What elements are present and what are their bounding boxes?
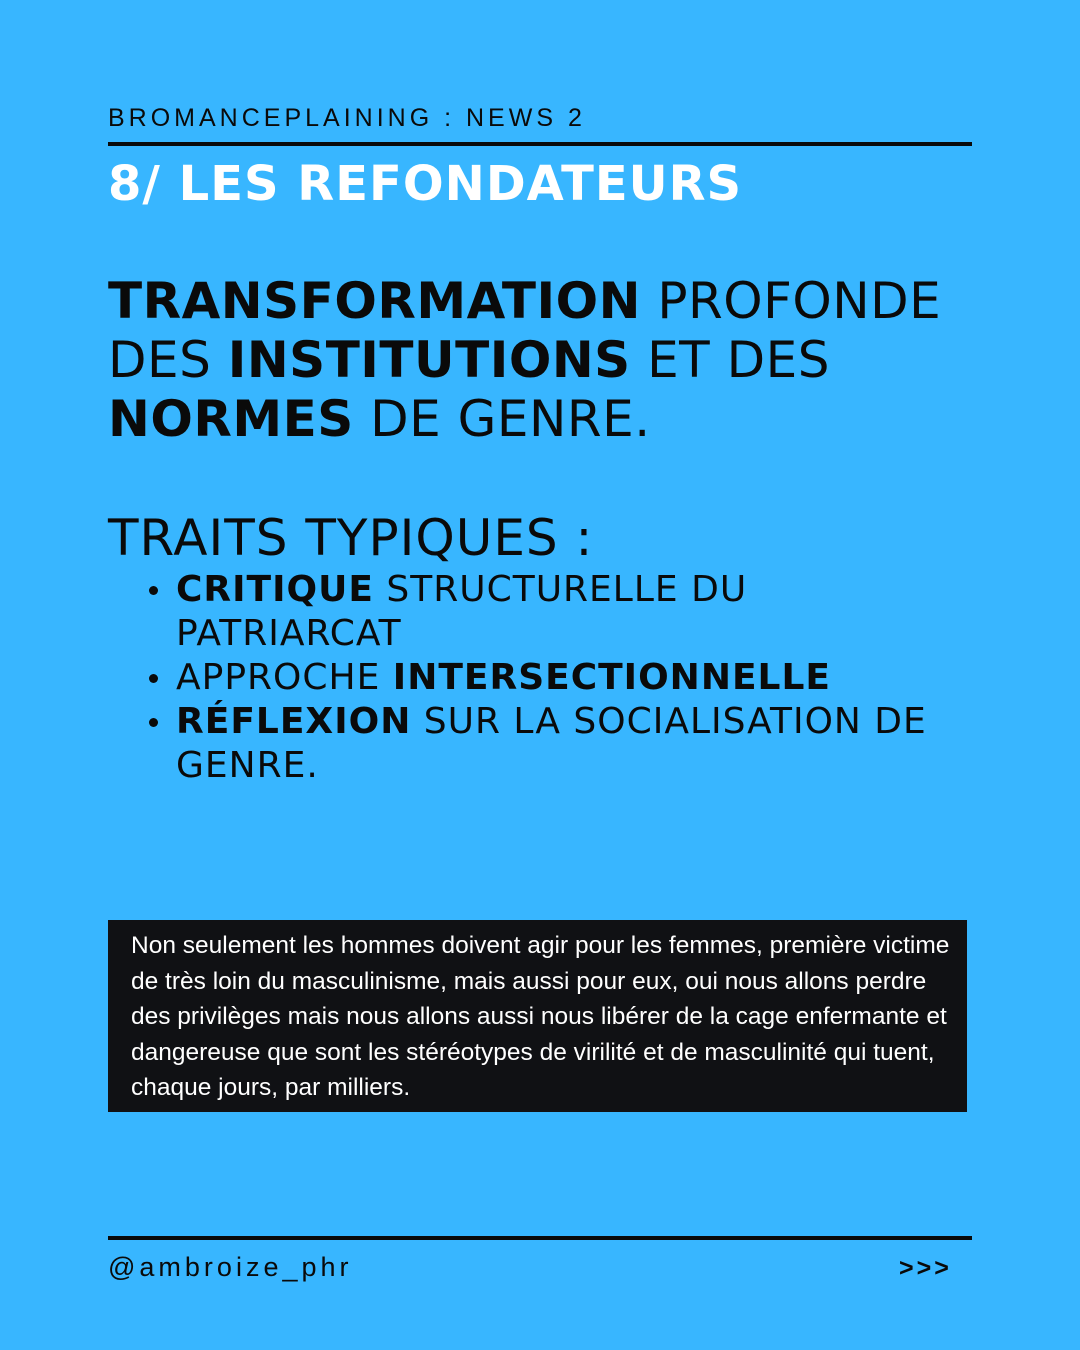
trait-text: SUR LA SOCIALISATION DE GENRE.	[176, 701, 927, 786]
bullet-icon	[149, 718, 158, 727]
quote-text: Non seulement les hommes doivent agir pour les femmes, première victime de très loin du masculinisme, mais aussi pour eux, oui nous allons perdre des privilèges mais nous allons aussi nous libérer de la cage enfermante et dangereuse que sont les stéréotypes de virilité et de masculinité qui tuent, chaque jours, par milliers.	[131, 932, 950, 1102]
headline-keyword-transformation: TRANSFORMATION	[108, 272, 641, 330]
author-handle: @ambroize_phr	[108, 1252, 353, 1282]
headline	[108, 272, 988, 449]
headline-text: ET DES	[630, 331, 830, 389]
headline-text: DE GENRE.	[353, 390, 651, 448]
trait-keyword: CRITIQUE	[176, 569, 374, 610]
traits-list	[108, 568, 968, 788]
quote-box	[108, 920, 967, 1112]
next-arrows-icon: >>>	[899, 1254, 952, 1282]
trait-keyword: INTERSECTIONNELLE	[392, 657, 832, 698]
trait-item	[108, 568, 968, 656]
series-label: BROMANCEPLAINING : NEWS 2	[108, 104, 586, 132]
section-title: 8/ LES REFONDATEURS	[108, 156, 743, 212]
trait-text: APPROCHE	[176, 657, 393, 698]
trait-item	[108, 700, 968, 788]
trait-item	[108, 656, 968, 700]
top-divider	[108, 142, 972, 146]
headline-text: PROFONDE DES	[108, 272, 942, 389]
headline-keyword-institutions: INSTITUTIONS	[227, 331, 631, 389]
headline-keyword-normes: NORMES	[108, 390, 354, 448]
bullet-icon	[149, 674, 158, 683]
traits-title: TRAITS TYPIQUES :	[108, 509, 594, 567]
bottom-divider	[108, 1236, 972, 1240]
trait-keyword: RÉFLEXION	[176, 701, 412, 742]
trait-text: STRUCTURELLE DU PATRIARCAT	[176, 569, 748, 654]
bullet-icon	[149, 586, 158, 595]
